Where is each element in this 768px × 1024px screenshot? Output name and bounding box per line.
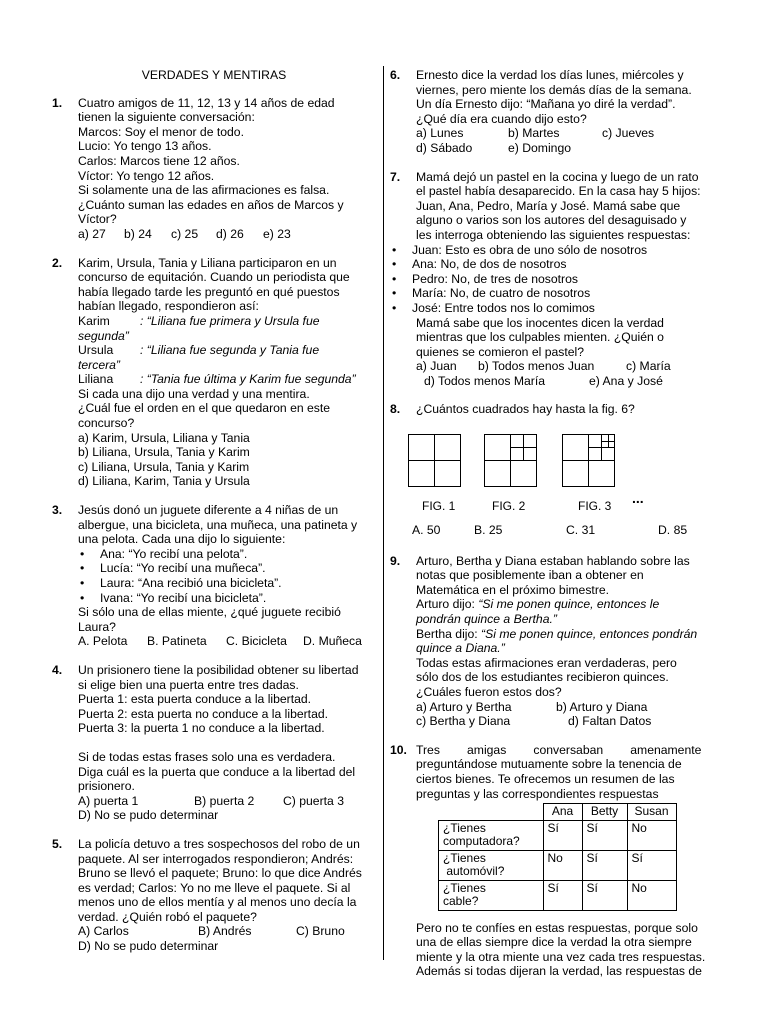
- option: C) Bruno: [296, 924, 345, 939]
- q7-line: quienes se comieron el pastel?: [416, 344, 585, 359]
- option: B) Andrés: [198, 924, 252, 939]
- question-7: [390, 170, 714, 389]
- q6-options: [416, 126, 714, 141]
- column-divider: [383, 66, 384, 960]
- column-header: Ana: [543, 804, 582, 821]
- q1-line: Víctor: Yo tengo 12 años.: [78, 168, 215, 183]
- q3-line: Jesús donó un juguete diferente a 4 niñas de un: [78, 503, 339, 518]
- q9-line: notas que posiblemente iban a obtener en: [416, 568, 644, 583]
- q4-line: Un prisionero tiene la posibilidad obtener su libertad: [78, 662, 359, 677]
- q3-line: Si sólo una de ellas miente, ¿qué juguete recibió: [78, 605, 341, 620]
- option: a) Karim, Ursula, Liliana y Tania: [78, 430, 250, 445]
- option: d) Sábado: [416, 140, 473, 155]
- table-cell: Sí: [582, 880, 627, 910]
- table-cell: Sí: [627, 850, 676, 880]
- row-question-line: cable?: [443, 894, 479, 909]
- q5-line: paquete. Al ser interrogados respondieron; Andrés:: [78, 851, 354, 866]
- row-question-line: ¿Tienes: [443, 820, 486, 835]
- q7-line: Juan, Ana, Pedro, María y José. Mamá sabe que: [416, 198, 681, 213]
- option: B) puerta 2: [194, 793, 255, 808]
- question-1: [52, 96, 376, 242]
- q2-ursula-statement: [78, 343, 376, 358]
- q3-line: una pelota. Cada una dijo lo siguiente:: [78, 532, 286, 547]
- option: d) Liliana, Karim, Tania y Ursula: [78, 474, 250, 489]
- table-cell: Sí: [543, 820, 582, 850]
- option: D) No se pudo determinar: [78, 939, 219, 954]
- table-cell: No: [543, 850, 582, 880]
- q4-line: Si de todas estas frases solo una es verdadera.: [78, 749, 336, 764]
- q10-line: Tres amigas conversaban amenamente: [416, 742, 702, 757]
- option: b) Martes: [508, 126, 560, 141]
- option: b) 24: [124, 226, 152, 241]
- question-number: 9.: [390, 553, 401, 568]
- q2-line: Si cada una dijo una verdad y una mentira.: [78, 386, 310, 401]
- q5-line: La policía detuvo a tres sospechosos del robo de un: [78, 836, 360, 851]
- q2-line: concurso de equitación. Cuando un periodista que: [78, 270, 350, 285]
- q9-line: Todas estas afirmaciones eran verdaderas, pero: [416, 655, 677, 670]
- column-header: Susan: [627, 804, 676, 821]
- q6-line: viernes, pero miente los demás días de la semana.: [416, 82, 692, 97]
- row-question-line: computadora?: [443, 834, 520, 849]
- figure-label: FIG. 1: [422, 499, 456, 514]
- row-question: [439, 880, 544, 910]
- q9-line: Matemática en el próximo bimestre.: [416, 582, 610, 597]
- q6-line: Ernesto dice la verdad los días lunes, miércoles y: [416, 68, 684, 82]
- list-item: • Ivana: “Yo recibí una bicicleta”.: [78, 591, 376, 606]
- ellipsis: ...: [632, 490, 644, 507]
- q6-options: [416, 141, 714, 156]
- question-number: 2.: [52, 255, 63, 270]
- list-item: • Ana: “Yo recibí una pelota”.: [78, 547, 376, 562]
- option: D. 85: [658, 523, 688, 538]
- option: b) Liliana, Ursula, Tania y Karim: [78, 445, 250, 460]
- q1-line: Carlos: Marcos tiene 12 años.: [78, 153, 240, 168]
- q6-line: Un día Ernesto dijo: “Mañana yo diré la verdad”.: [416, 97, 676, 112]
- speaker-label: Arturo dijo:: [416, 597, 479, 612]
- statement-text: : “Liliana fue primera y Ursula fue: [140, 313, 320, 328]
- q1-options: [78, 227, 376, 242]
- option: D) No se pudo determinar: [78, 808, 219, 823]
- row-question-line: ¿Tienes: [443, 850, 486, 865]
- question-number: 7.: [390, 169, 401, 184]
- question-number: 4.: [52, 662, 63, 677]
- table-row: [439, 820, 677, 850]
- option: d) Faltan Datos: [568, 714, 652, 729]
- q9-line: sólo dos de los estudiantes recibieron quinces.: [416, 670, 669, 685]
- row-question-line: automóvil?: [443, 864, 505, 879]
- q1-line: tienen la siguiente conversación:: [78, 110, 255, 125]
- q4-options: [78, 794, 376, 809]
- question-5: [52, 837, 376, 954]
- option: e) Domingo: [508, 140, 571, 155]
- q7-line: Mamá sabe que los inocentes dicen la verdad: [416, 315, 664, 330]
- statement-text: “Si me ponen quince, entonces le: [478, 597, 660, 612]
- option: c) María: [626, 359, 671, 374]
- q1-line: Si solamente una de las afirmaciones es falsa.: [78, 183, 330, 198]
- q5-options: [78, 924, 376, 939]
- option: c) Bertha y Diana: [416, 714, 511, 729]
- statement-text: tercera”: [78, 357, 120, 372]
- question-9: [390, 554, 714, 729]
- q3-line: Laura?: [78, 619, 116, 634]
- question-number: 6.: [390, 68, 401, 82]
- statement-text: pondrán quince a Bertha.”: [416, 612, 557, 627]
- answers-table: [438, 803, 677, 911]
- q1-line: Cuatro amigos de 11, 12, 13 y 14 años de edad: [78, 95, 335, 110]
- q3-line: albergue, una bicicleta, una muñeca, una patineta y: [78, 517, 358, 532]
- q2-liliana-statement: [78, 372, 376, 387]
- option: d) 26: [216, 226, 244, 241]
- row-question-line: ¿Tienes: [443, 880, 486, 895]
- q9-arturo-statement: [416, 597, 714, 612]
- option: B. Patineta: [147, 634, 207, 649]
- option: a) 27: [78, 226, 106, 241]
- right-column: [390, 68, 714, 979]
- question-3: [52, 503, 376, 649]
- table-cell: No: [627, 820, 676, 850]
- q8-question: ¿Cuántos cuadrados hay hasta la fig. 6?: [416, 402, 635, 417]
- question-number: 1.: [52, 95, 63, 110]
- q9-bertha-statement: [416, 627, 714, 642]
- q5-line: Bruno se llevó el paquete; Bruno: lo que dice Andrés: [78, 866, 362, 881]
- statement-text: : “Tania fue última y Karim fue segunda”: [140, 372, 356, 387]
- q7-options: [416, 374, 714, 389]
- q9-line: ¿Cuáles fueron estos dos?: [416, 685, 562, 699]
- statement-text: : “Liliana fue segunda y Tania fue: [140, 343, 320, 358]
- option: e) 23: [263, 226, 291, 241]
- option: b) Todos menos Juan: [478, 359, 595, 374]
- question-4: [52, 663, 376, 823]
- speaker-label: Bertha dijo:: [416, 626, 482, 641]
- question-number: 5.: [52, 836, 63, 851]
- figure-1: [409, 435, 461, 487]
- q5-line: es verdad; Carlos: Yo no me lleve el paquete. Si al: [78, 880, 351, 895]
- q3-options: [78, 634, 376, 649]
- q2-line: Karim, Ursula, Tania y Liliana participaron en un: [78, 255, 337, 270]
- option: c) Liliana, Ursula, Tania y Karim: [78, 459, 250, 474]
- option: A) puerta 1: [78, 793, 139, 808]
- table-cell: No: [627, 880, 676, 910]
- statement-text: quince a Diana.”: [416, 641, 505, 656]
- option: b) Arturo y Diana: [556, 699, 648, 714]
- table-header-row: [439, 804, 677, 821]
- option: d) Todos menos María: [424, 373, 546, 388]
- list-item: • María: No, de cuatro de nosotros: [390, 286, 714, 301]
- list-item: • Lucía: “Yo recibí una muñeca”.: [78, 561, 376, 576]
- question-number: 8.: [390, 402, 401, 417]
- q4-line: Puerta 2: esta puerta no conduce a la libertad.: [78, 706, 329, 721]
- page-title: VERDADES Y MENTIRAS: [141, 68, 287, 82]
- list-item: • Juan: Esto es obra de uno sólo de nosotros: [390, 243, 714, 258]
- q9-options: [416, 714, 714, 729]
- option: c) 25: [171, 226, 199, 241]
- q4-line: Puerta 3: la puerta 1 no conduce a la libertad.: [78, 721, 325, 736]
- list-item: • José: Entre todos nos lo comimos: [390, 301, 714, 316]
- q2-line: concurso?: [78, 416, 135, 431]
- q9-line: Arturo, Bertha y Diana estaban hablando sobre las: [416, 553, 690, 568]
- q10-line: miente y la otra miente una vez cada tres respuestas.: [416, 949, 706, 964]
- option: C) puerta 3: [283, 793, 344, 808]
- question-8: [390, 402, 714, 537]
- q7-line: alguno o varios son los autores del desaguisado y: [416, 213, 687, 228]
- table-cell: Sí: [543, 880, 582, 910]
- list-item: • Ana: No, de dos de nosotros: [390, 257, 714, 272]
- figure-label: FIG. 2: [492, 499, 526, 514]
- q6-line: ¿Qué día era cuando dijo esto?: [416, 111, 587, 126]
- q1-line: Víctor?: [78, 212, 117, 227]
- option: a) Juan: [416, 359, 457, 374]
- figure-3: [563, 435, 615, 487]
- figure-2: [485, 435, 537, 487]
- q1-line: Lucio: Yo tengo 13 años.: [78, 139, 212, 154]
- table-corner: [439, 804, 544, 821]
- q4-line: si elige bien una puerta entre tres dadas.: [78, 677, 299, 692]
- option: A. 50: [412, 523, 441, 538]
- q4-line: prisionero.: [78, 779, 135, 794]
- option: C. 31: [566, 523, 596, 538]
- list-item: • Laura: “Ana recibió una bicicleta”.: [78, 576, 376, 591]
- option: e) Ana y José: [589, 373, 663, 388]
- q2-line: habían llegado, respondieron así:: [78, 299, 259, 314]
- speaker-label: Karim: [78, 313, 110, 328]
- q1-line: ¿Cuánto suman las edades en años de Marcos y: [78, 197, 344, 212]
- q2-line: había llegado tarde les preguntó en qué puestos: [78, 284, 340, 299]
- figure-sequence: [408, 425, 714, 517]
- q10-line: una de ellas siempre dice la verdad la otra siempre: [416, 935, 692, 950]
- q1-line: Marcos: Soy el menor de todo.: [78, 124, 244, 139]
- option: a) Lunes: [416, 126, 464, 141]
- q10-line: preguntándose mutuamente sobre la tenencia de: [416, 757, 682, 772]
- q10-line: Pero no te confíes en estas respuestas, porque solo: [416, 920, 698, 935]
- row-question: [439, 850, 544, 880]
- column-header: Betty: [582, 804, 627, 821]
- question-2: [52, 256, 376, 490]
- question-10: [390, 743, 714, 979]
- q7-options: [416, 359, 714, 374]
- table-row: [439, 850, 677, 880]
- q5-line: menos uno de ellos mentía y al menos uno decía la: [78, 895, 357, 910]
- table-row: [439, 880, 677, 910]
- option: a) Arturo y Bertha: [416, 699, 512, 714]
- question-6: [390, 68, 714, 156]
- q2-karim-statement: [78, 314, 376, 329]
- q7-line: les interroga obteniendo las siguientes respuestas:: [416, 227, 691, 242]
- speaker-label: Liliana: [78, 372, 114, 387]
- q4-line: Diga cuál es la puerta que conduce a la libertad del: [78, 764, 356, 779]
- q5-line: verdad. ¿Quién robó el paquete?: [78, 909, 257, 924]
- speaker-label: Ursula: [78, 343, 114, 358]
- table-cell: Sí: [582, 850, 627, 880]
- option: B. 25: [474, 523, 503, 538]
- statement-text: “Si me ponen quince, entonces pondrán: [481, 626, 698, 641]
- q4-line: Puerta 1: esta puerta conduce a la libertad.: [78, 692, 312, 707]
- q2-line: ¿Cuál fue el orden en el que quedaron en este: [78, 401, 331, 416]
- option: D. Muñeca: [303, 634, 362, 649]
- q10-line: ciertos bienes. Te ofrecemos un resumen de las: [416, 771, 675, 786]
- option: C. Bicicleta: [226, 634, 287, 649]
- q10-line: preguntas y las correspondientes respuestas: [416, 786, 659, 801]
- option: A. Pelota: [78, 634, 128, 649]
- question-number: 3.: [52, 503, 63, 518]
- q7-line: Mamá dejó un pastel en la cocina y luego de un rato: [416, 169, 699, 184]
- table-cell: Sí: [582, 820, 627, 850]
- q9-options: [416, 700, 714, 715]
- option: c) Jueves: [602, 126, 655, 141]
- left-column: [52, 68, 376, 968]
- list-item: • Pedro: No, de tres de nosotros: [390, 272, 714, 287]
- q7-line: mientras que los culpables mienten. ¿Quién o: [416, 330, 664, 345]
- option: A) Carlos: [78, 924, 129, 939]
- row-question: [439, 820, 544, 850]
- q10-line: Además si todas dijeran la verdad, las respuestas de: [416, 964, 702, 979]
- statement-text: segunda”: [78, 328, 129, 343]
- question-number: 10.: [390, 742, 407, 757]
- figure-label: FIG. 3: [578, 499, 612, 514]
- q8-options: [412, 523, 714, 538]
- q7-line: el pastel había desaparecido. En la casa hay 5 hijos:: [416, 184, 701, 199]
